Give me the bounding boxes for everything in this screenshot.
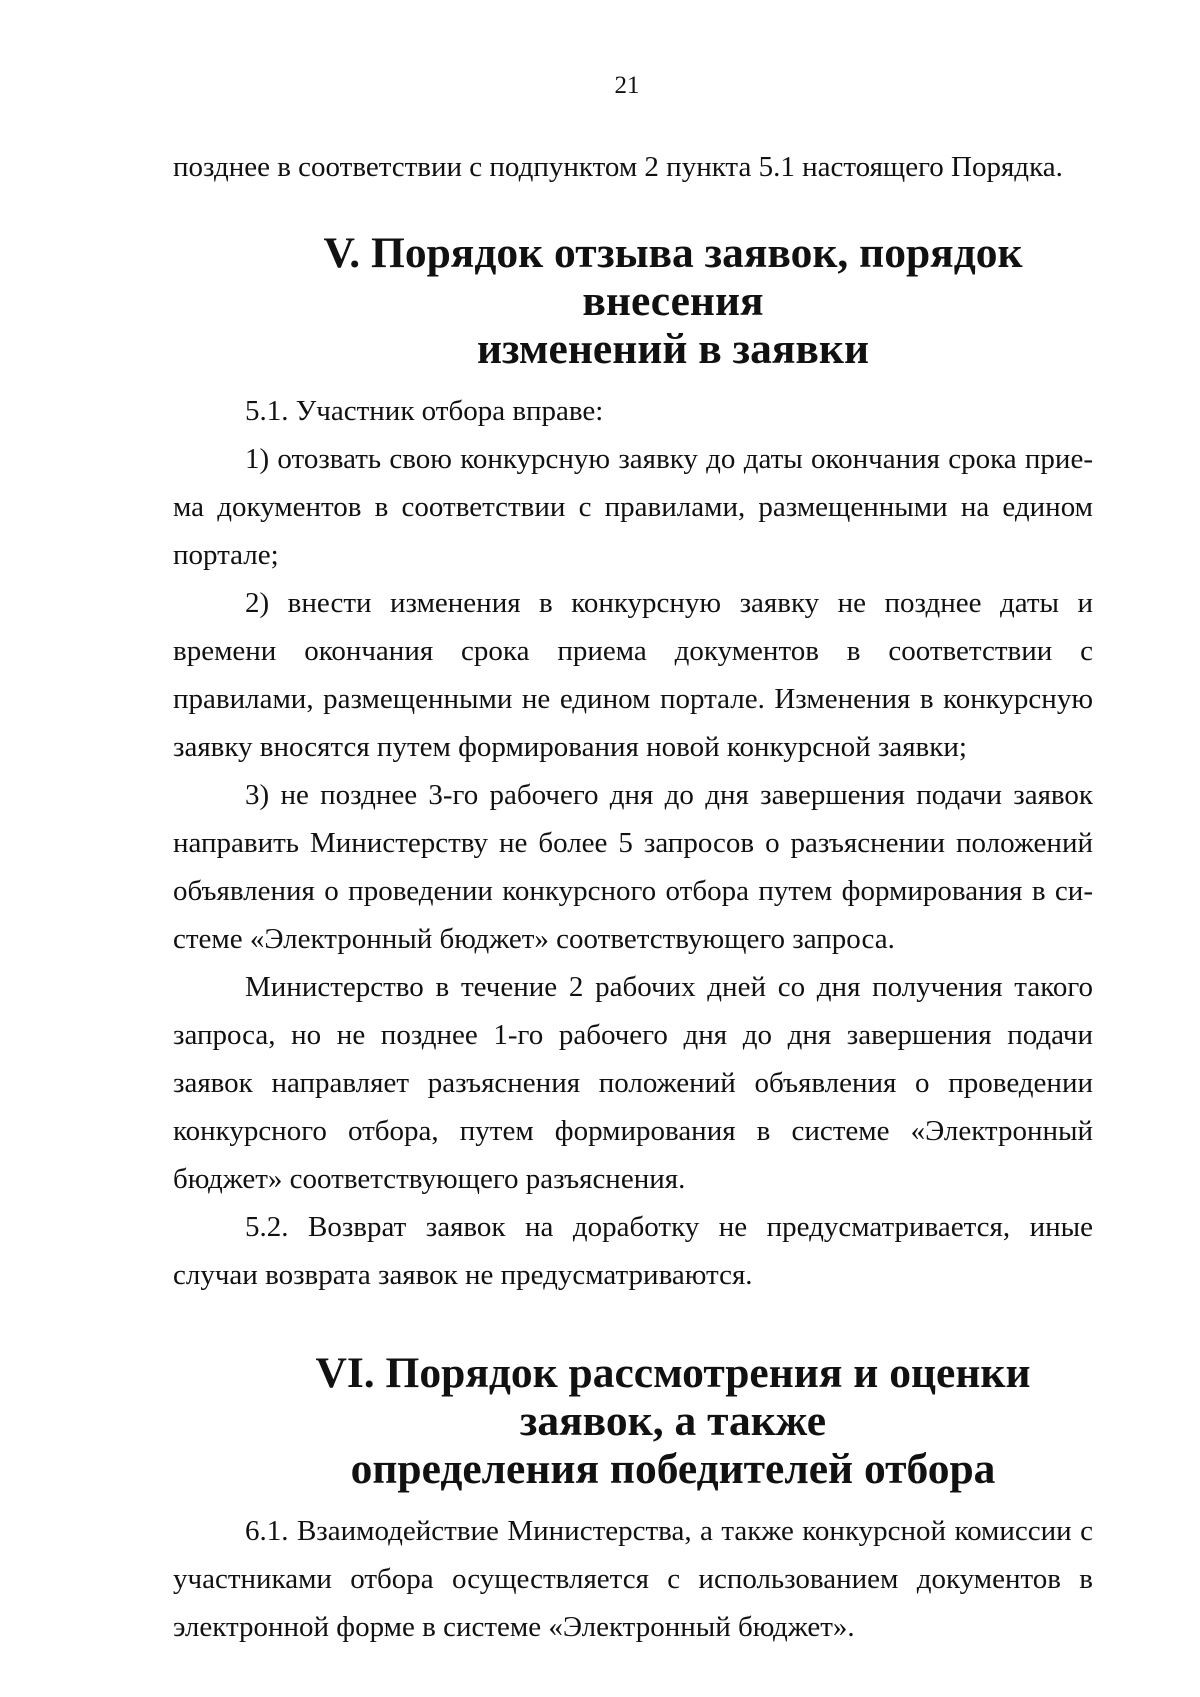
paragraph-6-1: 6.1. Взаимодействие Министерства, а также конкурсной комиссии с участниками отбора осуществляется с использованием документов в электронной форме в системе «Электронный бюджет». — [173, 1515, 1093, 1643]
paragraph-ministry-response: Министерство в течение 2 рабочих дней со дня получения такого запроса, но не позднее 1-го рабочего дня до дня завершения подачи заявок направляет разъяснения положений объявления о проведении конкурсного отбора, путем формирования в системе «Электронный бюджет» соответствующего разъяснения. — [173, 971, 1093, 1195]
document-body — [173, 143, 1093, 1651]
section-5-heading-line: изменений в заявки — [476, 325, 870, 373]
page-number: 21 — [614, 72, 640, 99]
section-6-body — [173, 1507, 1093, 1651]
section-5-body — [173, 387, 1093, 1299]
paragraph-5-1: 5.1. Участник отбора вправе: — [245, 395, 604, 427]
paragraph-5-1-item-2: 2) внести изменения в конкурсную заявку не позднее даты и времени окончания срока приема документов в соответствии с правилами, размещенными не едином портале. Изменения в конкурсную заявку вносятся путем формирования новой конкурсной заявки; — [173, 587, 1093, 763]
section-6-heading-line: VI. Порядок рассмотрения и оценки заявок, а также — [315, 1349, 1031, 1445]
paragraph-5-1-item-1: 1) отозвать свою конкурсную заявку до даты окончания срока приема документов в соответствии с правилами, размещенными на едином портале; — [173, 443, 1093, 571]
paragraph-5-1-item-3: 3) не позднее 3-го рабочего дня до дня завершения подачи заявок направить Министерству не более 5 запросов о разъяснении положений объявления о проведении конкурсного отбора путем формирования в системе «Электронный бюджет» соответствующего запроса. — [173, 779, 1093, 955]
intro-paragraph: позднее в соответствии с подпунктом 2 пункта 5.1 настоящего Порядка. — [173, 151, 1063, 183]
section-5-heading — [173, 229, 1093, 373]
paragraph-5-2: 5.2. Возврат заявок на доработку не предусматривается, иные случаи возврата заявок не предусматриваются. — [173, 1211, 1093, 1291]
section-6-heading — [173, 1349, 1093, 1493]
section-6-heading-line: определения победителей отбора — [350, 1445, 996, 1493]
section-5-heading-line: V. Порядок отзыва заявок, порядок внесения — [323, 229, 1023, 325]
